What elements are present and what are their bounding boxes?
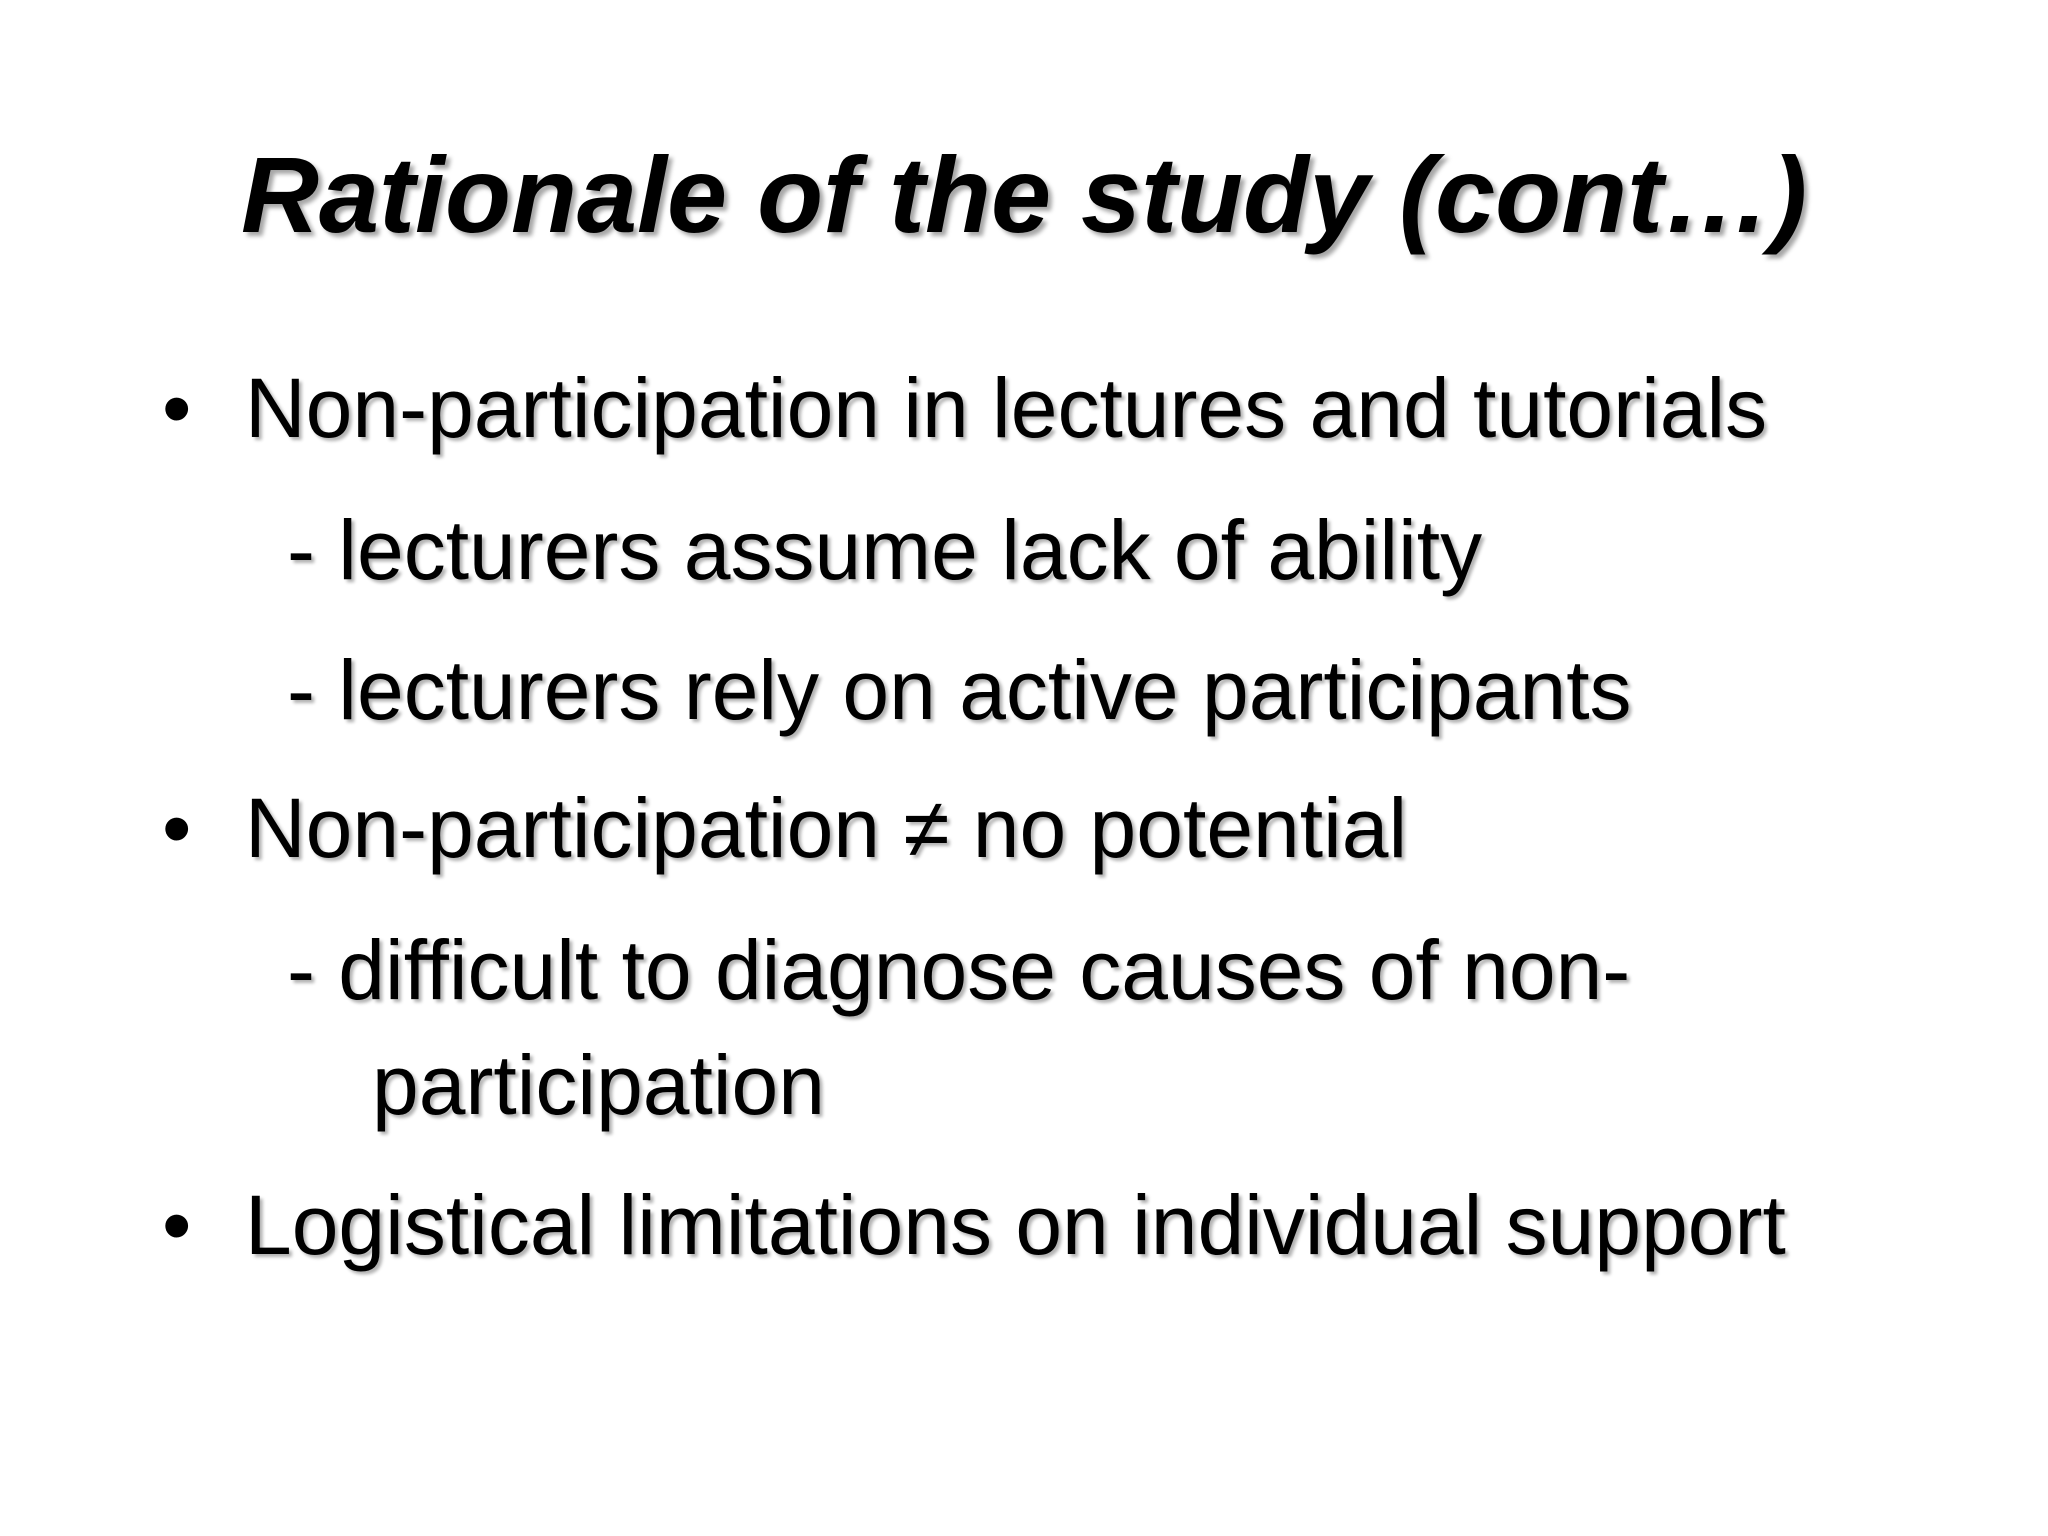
- bullet-item: Non-participation in lectures and tutorials: [245, 361, 1768, 455]
- bullet-dot: •: [162, 1178, 192, 1272]
- bullet-dot: •: [162, 361, 192, 455]
- sub-item: - lecturers rely on active participants: [287, 643, 1632, 737]
- sub-item: - difficult to diagnose causes of non-: [287, 923, 1631, 1017]
- bullet-item: Non-participation ≠ no potential: [245, 781, 1408, 875]
- bullet-dot: •: [162, 781, 192, 875]
- sub-item: - lecturers assume lack of ability: [287, 503, 1483, 597]
- slide-title: Rationale of the study (cont…): [241, 134, 1807, 255]
- sub-item-continuation: participation: [372, 1038, 825, 1132]
- bullet-item: Logistical limitations on individual support: [245, 1178, 1786, 1272]
